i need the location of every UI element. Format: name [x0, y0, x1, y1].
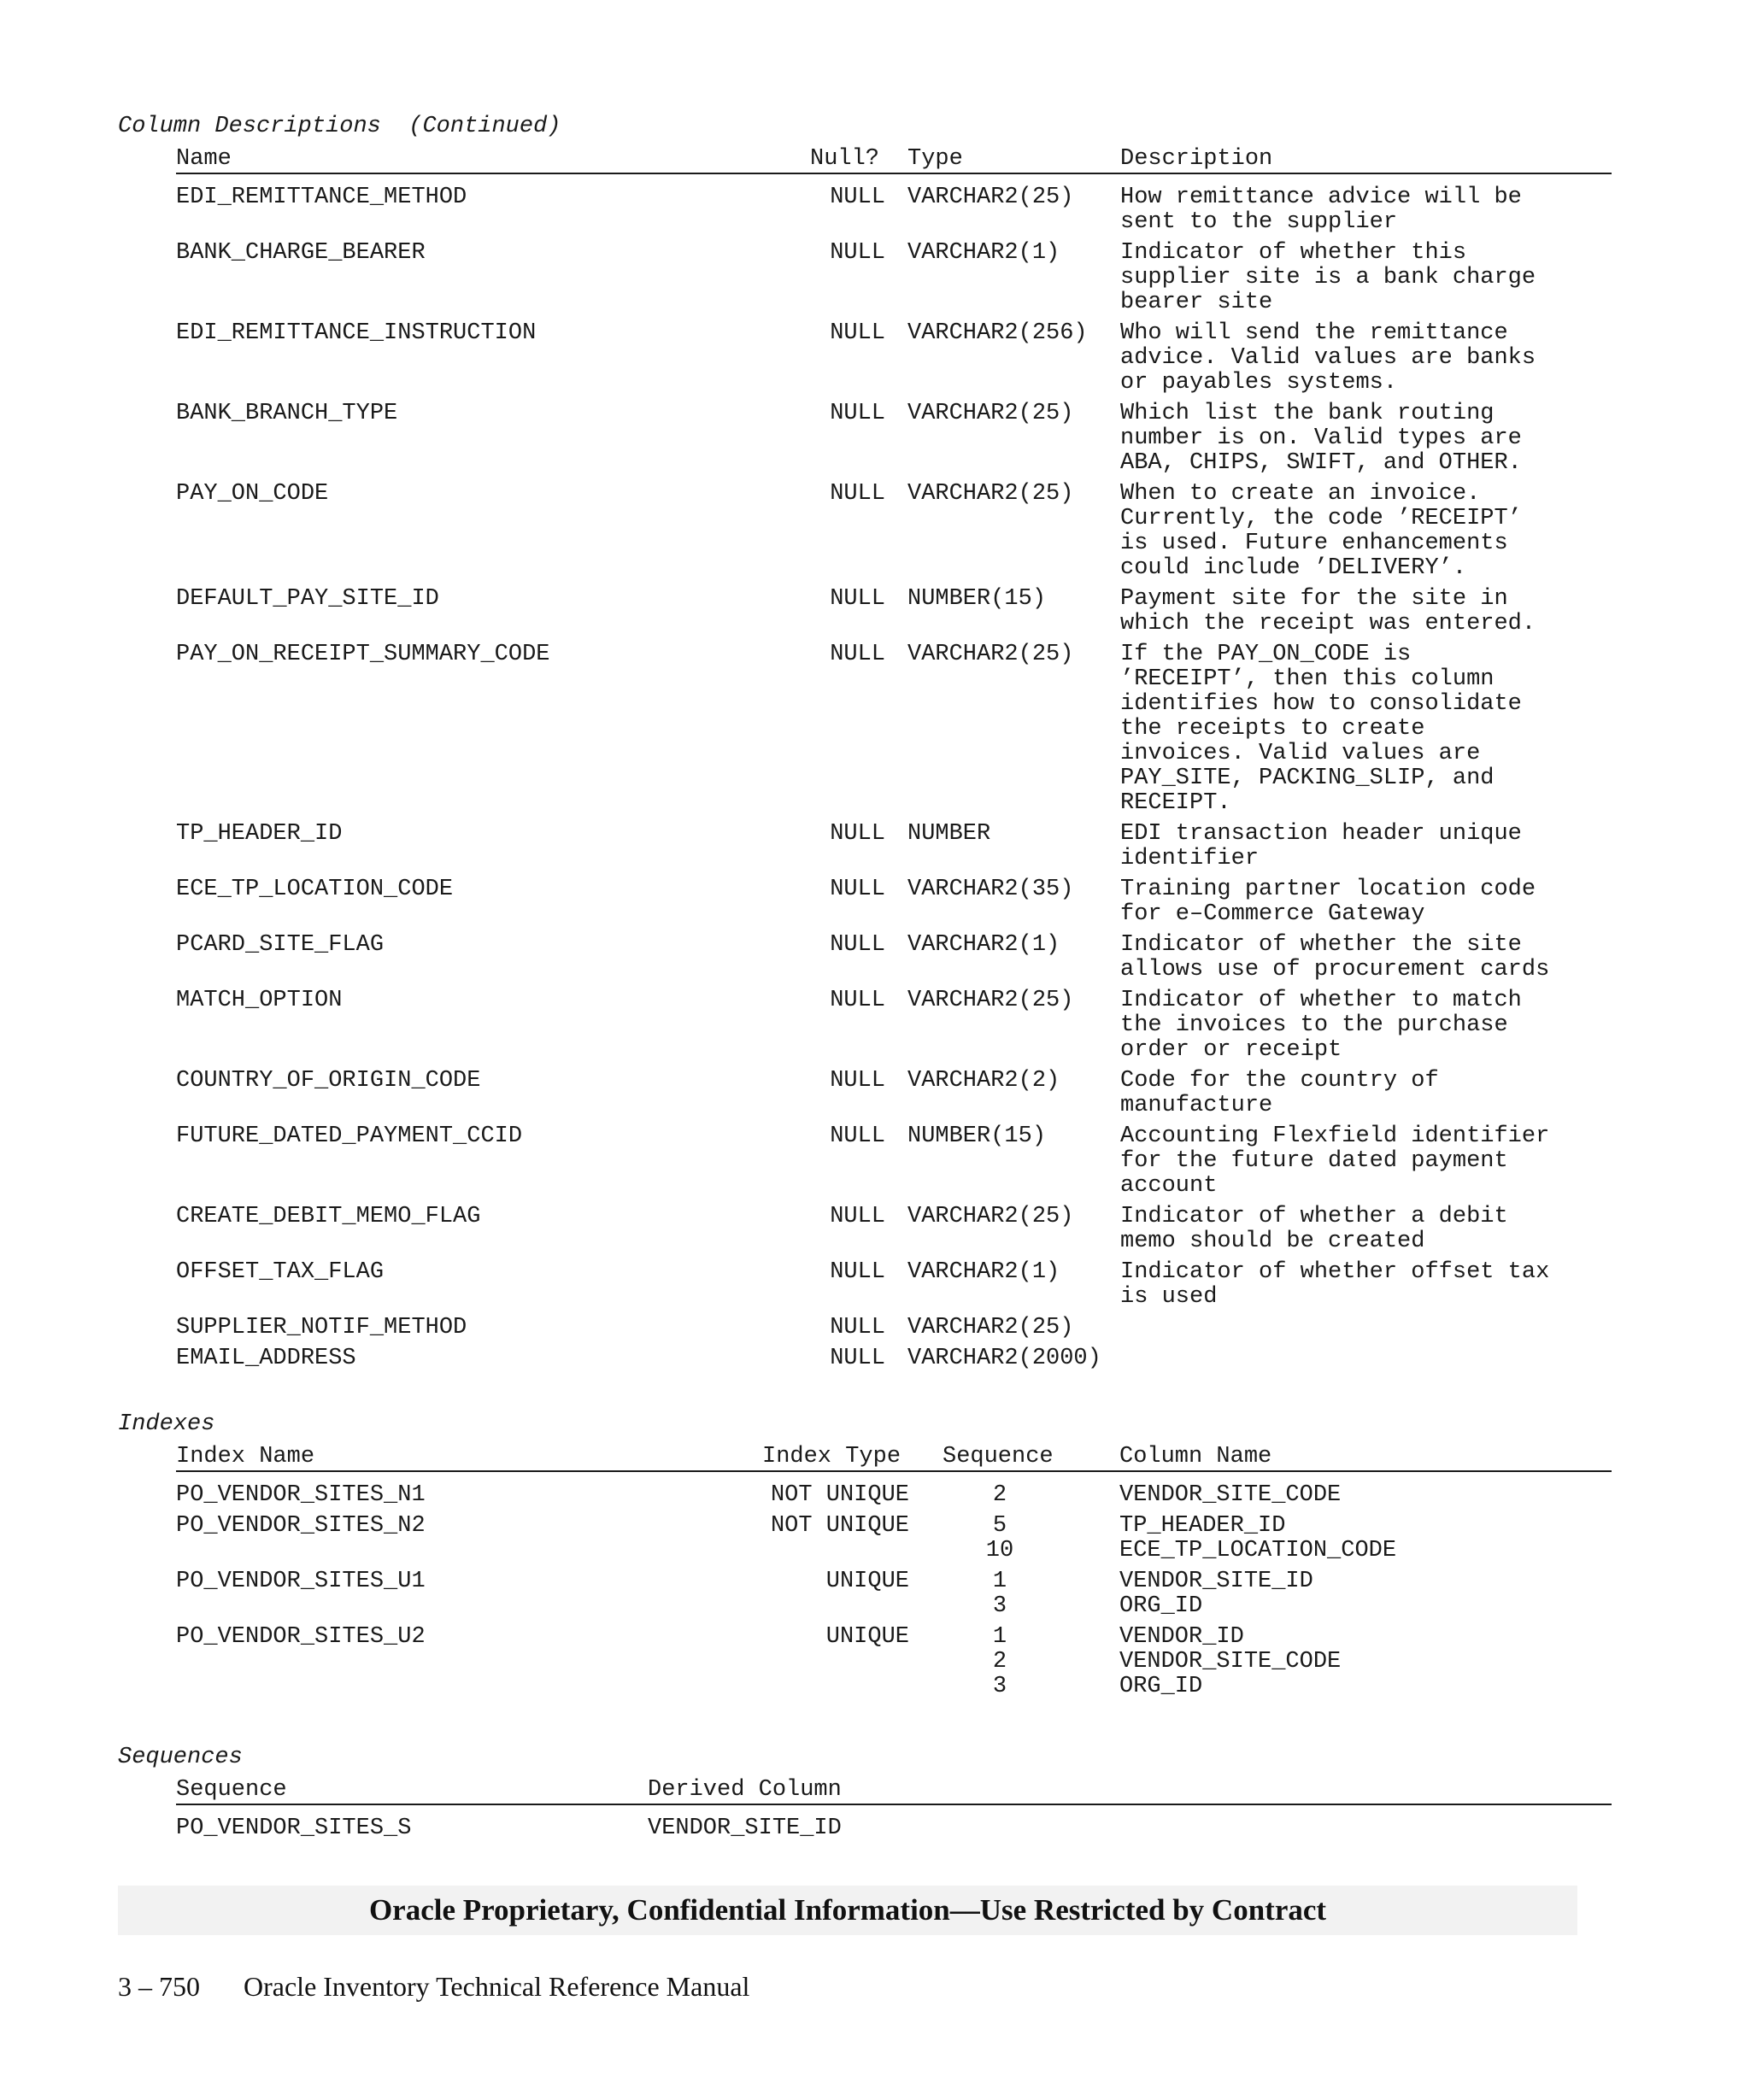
derived-column: VENDOR_SITE_ID [648, 1816, 842, 1841]
column-name: OFFSET_TAX_FLAG [176, 1259, 385, 1285]
idx-header-column-name: Column Name [1119, 1444, 1272, 1469]
column-name: EMAIL_ADDRESS [176, 1346, 356, 1371]
column-name: FUTURE_DATED_PAYMENT_CCID [176, 1123, 523, 1149]
column-description: Payment site for the site in which the receipt was entered. [1120, 586, 1536, 636]
column-null: NULL [830, 240, 885, 266]
column-type: VARCHAR2(35) [907, 877, 1074, 902]
column-description: When to create an invoice. Currently, the code ’RECEIPT’ is used. Future enhancements could include ’DELIVERY’. [1120, 481, 1522, 581]
index-name: PO_VENDOR_SITES_N1 [176, 1482, 426, 1508]
index-columns: VENDOR_SITE_CODE [1119, 1482, 1342, 1508]
column-name: ECE_TP_LOCATION_CODE [176, 877, 454, 902]
column-type: VARCHAR2(25) [907, 642, 1074, 667]
index-type: NOT UNIQUE [770, 1482, 909, 1508]
column-name: BANK_BRANCH_TYPE [176, 401, 398, 426]
column-description: Accounting Flexfield identifier for the future dated payment account [1120, 1123, 1550, 1199]
column-name: SUPPLIER_NOTIF_METHOD [176, 1315, 467, 1340]
sequences-heading: Sequences [118, 1745, 243, 1770]
index-name: PO_VENDOR_SITES_U1 [176, 1569, 426, 1594]
column-description: Indicator of whether a debit memo should be created [1120, 1204, 1508, 1254]
column-type: VARCHAR2(25) [907, 1315, 1074, 1340]
column-description: How remittance advice will be sent to the supplier [1120, 185, 1522, 235]
sequence-name: PO_VENDOR_SITES_S [176, 1816, 412, 1841]
column-type: VARCHAR2(25) [907, 185, 1074, 210]
column-type: NUMBER [907, 821, 991, 847]
column-type: VARCHAR2(256) [907, 320, 1088, 346]
col-header-name: Name [176, 146, 232, 172]
column-type: VARCHAR2(25) [907, 1204, 1074, 1229]
column-name: COUNTRY_OF_ORIGIN_CODE [176, 1068, 481, 1094]
column-type: VARCHAR2(25) [907, 401, 1074, 426]
column-type: VARCHAR2(1) [907, 932, 1060, 958]
column-description: EDI transaction header unique identifier [1120, 821, 1522, 871]
column-null: NULL [830, 320, 885, 346]
column-description: Who will send the remittance advice. Valid values are banks or payables systems. [1120, 320, 1536, 396]
column-name: BANK_CHARGE_BEARER [176, 240, 426, 266]
column-description: Indicator of whether to match the invoices to the purchase order or receipt [1120, 988, 1522, 1063]
index-name: PO_VENDOR_SITES_N2 [176, 1513, 426, 1539]
col-header-null: Null? [810, 146, 880, 172]
column-null: NULL [830, 481, 885, 507]
sequences-header-rule [176, 1804, 1612, 1805]
column-description: Training partner location code for e–Commerce Gateway [1120, 877, 1536, 927]
column-description: Indicator of whether offset tax is used [1120, 1259, 1550, 1310]
column-descriptions-heading [118, 114, 561, 139]
index-type: UNIQUE [825, 1624, 909, 1650]
column-null: NULL [830, 586, 885, 612]
indexes-header-rule [176, 1470, 1612, 1472]
column-null: NULL [830, 1315, 885, 1340]
column-null: NULL [830, 1068, 885, 1094]
column-null: NULL [830, 821, 885, 847]
column-type: VARCHAR2(1) [907, 240, 1060, 266]
idx-header-sequence: Sequence [943, 1444, 1054, 1469]
index-columns: VENDOR_SITE_ID ORG_ID [1119, 1569, 1313, 1619]
index-columns: VENDOR_ID VENDOR_SITE_CODE ORG_ID [1119, 1624, 1342, 1699]
column-name: CREATE_DEBIT_MEMO_FLAG [176, 1204, 481, 1229]
column-type: VARCHAR2(25) [907, 988, 1074, 1013]
column-type: NUMBER(15) [907, 586, 1047, 612]
column-null: NULL [830, 932, 885, 958]
column-description: Indicator of whether this supplier site is a bank charge bearer site [1120, 240, 1536, 315]
index-name: PO_VENDOR_SITES_U2 [176, 1624, 426, 1650]
seq-header-sequence: Sequence [176, 1777, 287, 1803]
col-header-type: Type [907, 146, 963, 172]
indexes-heading: Indexes [118, 1411, 215, 1437]
index-type: NOT UNIQUE [770, 1513, 909, 1539]
column-name: DEFAULT_PAY_SITE_ID [176, 586, 439, 612]
column-type: VARCHAR2(2000) [907, 1346, 1101, 1371]
column-type: VARCHAR2(2) [907, 1068, 1060, 1094]
confidential-banner: Oracle Proprietary, Confidential Information––Use Restricted by Contract [118, 1886, 1577, 1935]
column-type: VARCHAR2(1) [907, 1259, 1060, 1285]
index-type: UNIQUE [825, 1569, 909, 1594]
column-name: PAY_ON_CODE [176, 481, 329, 507]
manual-title: Oracle Inventory Technical Reference Manual [244, 1971, 750, 2002]
index-columns: TP_HEADER_ID ECE_TP_LOCATION_CODE [1119, 1513, 1397, 1563]
column-null: NULL [830, 401, 885, 426]
idx-header-index-type: Index Type [762, 1444, 901, 1469]
column-name: PCARD_SITE_FLAG [176, 932, 385, 958]
column-null: NULL [830, 1204, 885, 1229]
seq-header-derived-column: Derived Column [648, 1777, 842, 1803]
column-type: NUMBER(15) [907, 1123, 1047, 1149]
column-type: VARCHAR2(25) [907, 481, 1074, 507]
column-description: If the PAY_ON_CODE is ’RECEIPT’, then this column identifies how to consolidate the receipts to create invoices. Valid values are PAY_SITE, PACKING_SLIP, and RECEIPT. [1120, 642, 1522, 816]
column-null: NULL [830, 642, 885, 667]
column-null: NULL [830, 988, 885, 1013]
column-description: Code for the country of manufacture [1120, 1068, 1439, 1118]
index-sequences: 5 10 [985, 1513, 1014, 1563]
column-name: TP_HEADER_ID [176, 821, 343, 847]
column-null: NULL [830, 1123, 885, 1149]
column-null: NULL [830, 1346, 885, 1371]
column-null: NULL [830, 877, 885, 902]
continued-label: (Continued) [408, 114, 561, 139]
idx-header-index-name: Index Name [176, 1444, 315, 1469]
index-sequences: 1 2 3 [992, 1624, 1007, 1699]
index-sequences: 1 3 [992, 1569, 1007, 1619]
col-header-description: Description [1120, 146, 1273, 172]
column-null: NULL [830, 1259, 885, 1285]
column-null: NULL [830, 185, 885, 210]
column-name: EDI_REMITTANCE_INSTRUCTION [176, 320, 537, 346]
column-description: Indicator of whether the site allows use of procurement cards [1120, 932, 1550, 983]
column-header-rule [176, 173, 1612, 174]
column-description: Which list the bank routing number is on. Valid types are ABA, CHIPS, SWIFT, and OTHER. [1120, 401, 1522, 476]
page-number: 3 – 750 [118, 1971, 200, 2002]
column-name: EDI_REMITTANCE_METHOD [176, 185, 467, 210]
column-name: MATCH_OPTION [176, 988, 343, 1013]
column-name: PAY_ON_RECEIPT_SUMMARY_CODE [176, 642, 550, 667]
index-sequences: 2 [992, 1482, 1007, 1508]
column-descriptions-title: Column Descriptions [118, 114, 381, 139]
